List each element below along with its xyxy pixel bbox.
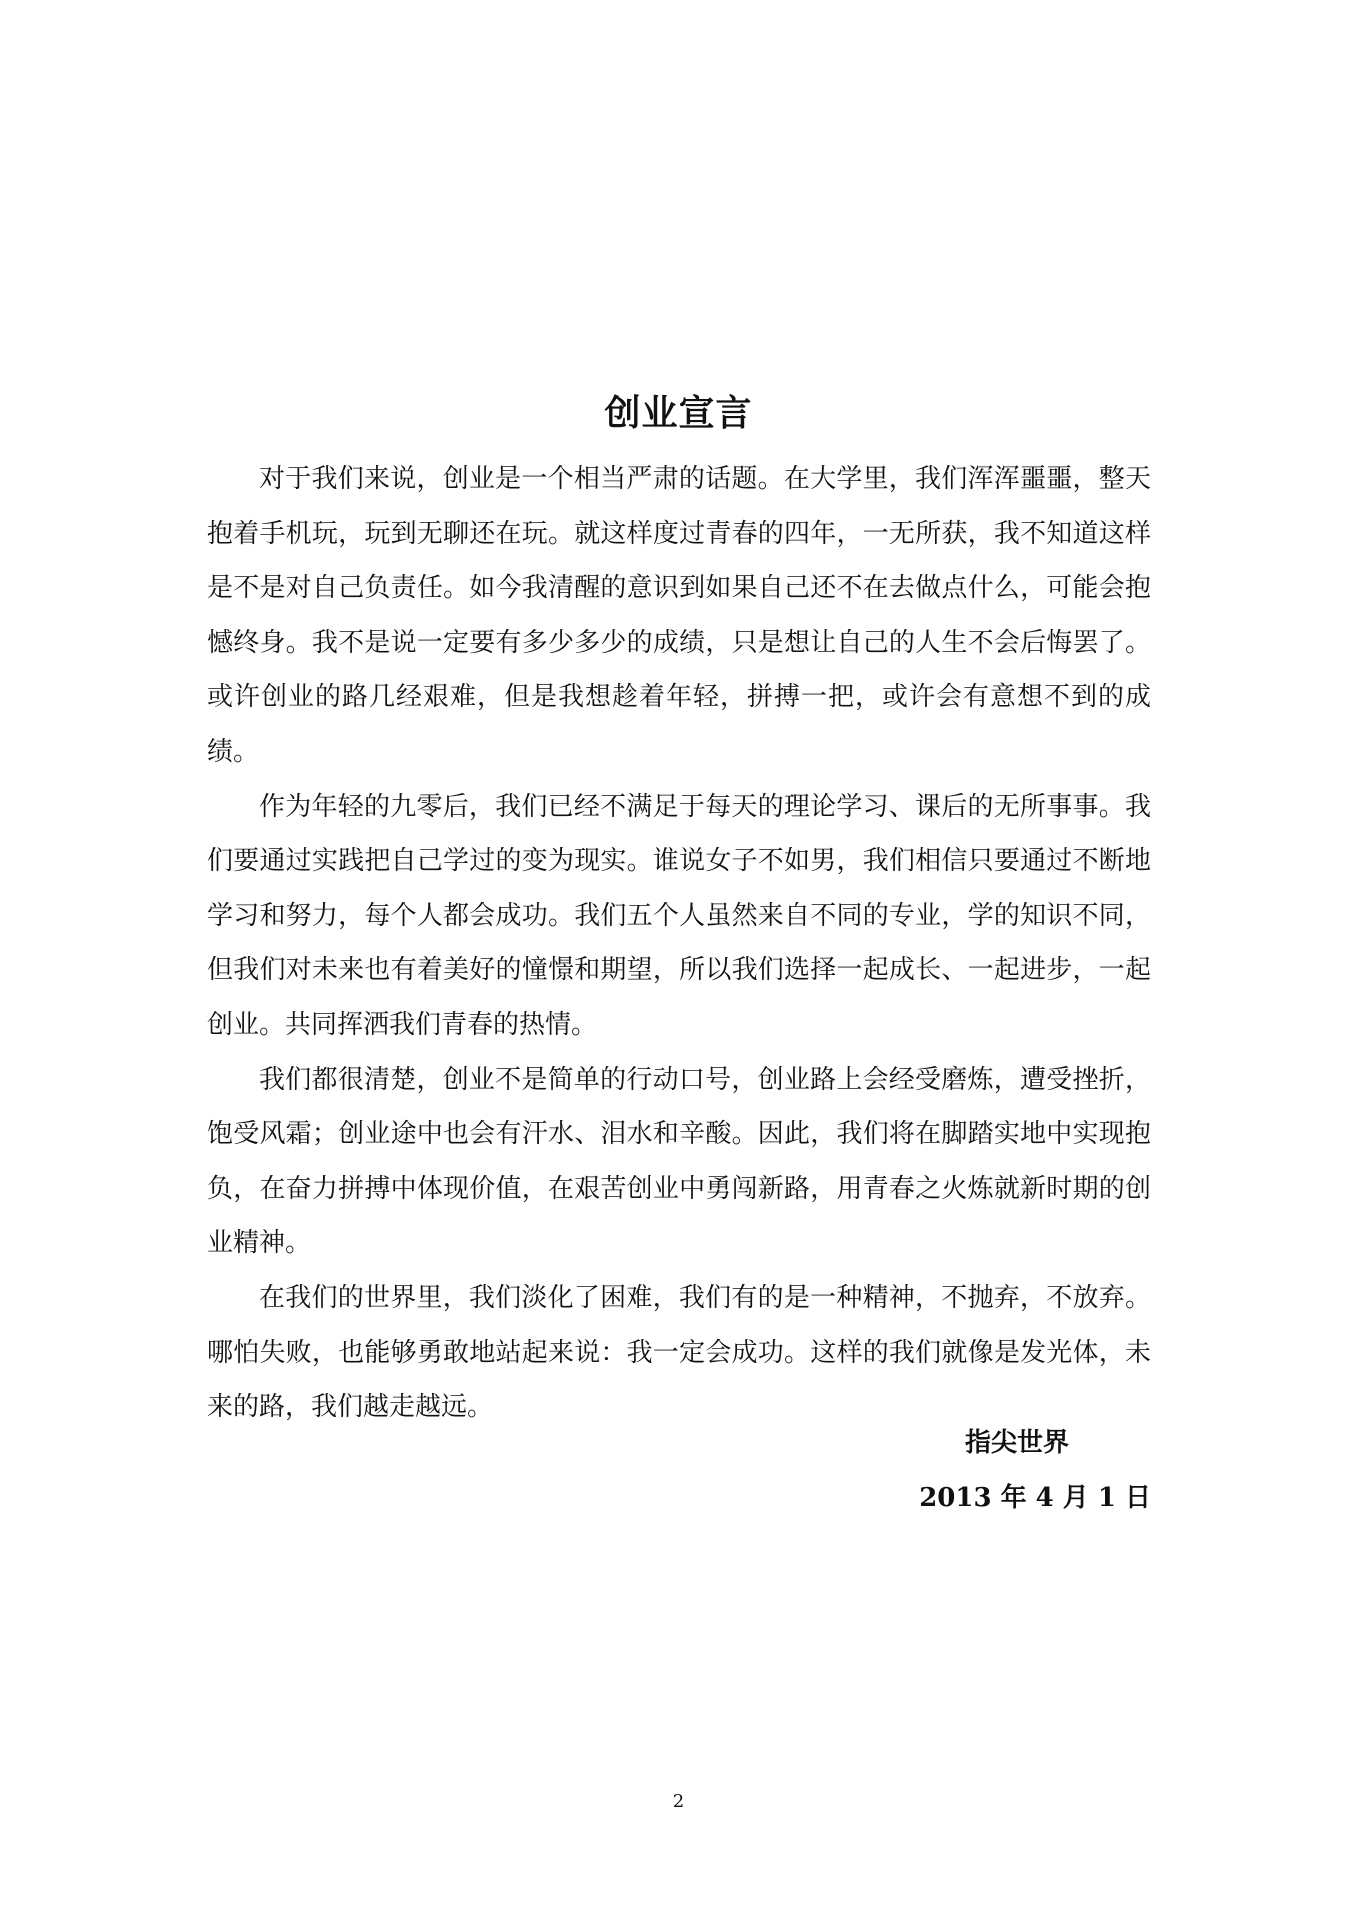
document-body (207, 452, 1151, 1435)
page-number: 2 (672, 1791, 685, 1812)
signature-date: 2013 年 4 月 1 日 (919, 1483, 1151, 1513)
paragraph-1: 对于我们来说，创业是一个相当严肃的话题。在大学里，我们浑浑噩噩，整天抱着手机玩，玩到无聊还在玩。就这样度过青春的四年，一无所获，我不知道这样是不是对自己负责任。如今我清醒的意识到如果自己还不在去做点什么，可能会抱憾终身。我不是说一定要有多少多少的成绩，只是想让自己的人生不会后悔罢了。或许创业的路几经艰难，但是我想趁着年轻，拼搏一把，或许会有意想不到的成绩。 (207, 464, 1151, 767)
paragraph-2: 作为年轻的九零后，我们已经不满足于每天的理论学习、课后的无所事事。我们要通过实践把自己学过的变为现实。谁说女子不如男，我们相信只要通过不断地学习和努力，每个人都会成功。我们五个人虽然来自不同的专业，学的知识不同，但我们对未来也有着美好的憧憬和期望，所以我们选择一起成长、一起进步，一起创业。共同挥洒我们青春的热情。 (207, 791, 1151, 1040)
page-title: 创业宣言 (604, 392, 753, 434)
signature-organization: 指尖世界 (964, 1428, 1069, 1458)
paragraph-4: 在我们的世界里，我们淡化了困难，我们有的是一种精神，不抛弃，不放弃。哪怕失败，也能够勇敢地站起来说：我一定会成功。这样的我们就像是发光体，未来的路，我们越走越远。 (207, 1282, 1151, 1423)
signature-block (851, 1416, 1151, 1526)
paragraph-3: 我们都很清楚，创业不是简单的行动口号，创业路上会经受磨炼，遭受挫折，饱受风霜；创业途中也会有汗水、泪水和辛酸。因此，我们将在脚踏实地中实现抱负，在奋力拼搏中体现价值，在艰苦创业中勇闯新路，用青春之火炼就新时期的创业精神。 (207, 1064, 1151, 1259)
